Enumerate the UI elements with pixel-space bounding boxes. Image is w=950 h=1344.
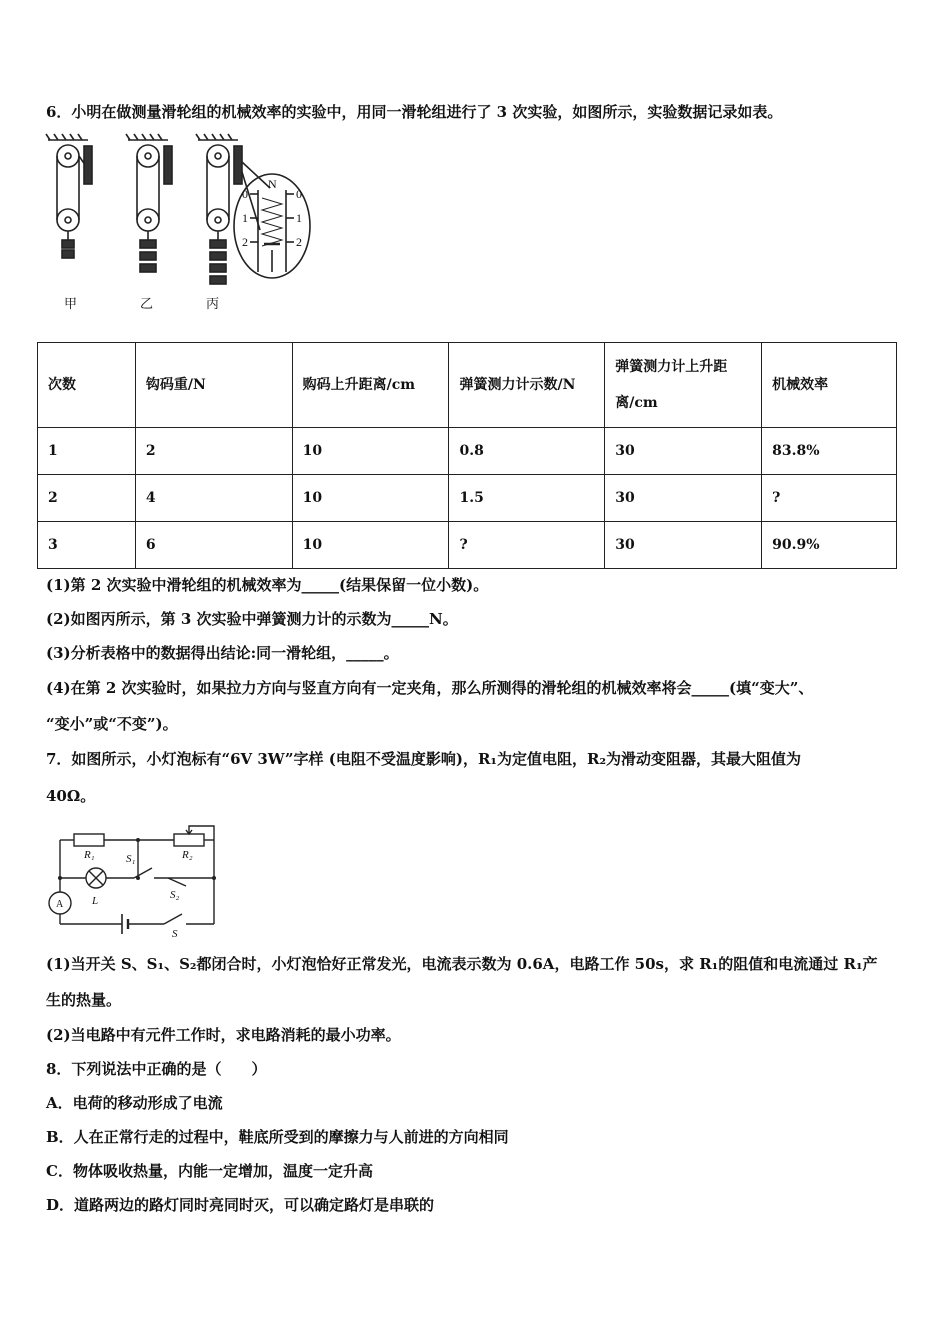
table-cell: 2 xyxy=(38,475,136,522)
q8-stem: 8．下列说法中正确的是（ ） xyxy=(46,1060,267,1078)
scale-tick-left-1: 1 xyxy=(242,211,248,225)
q8-option-a: A．电荷的移动形成了电流 xyxy=(46,1094,223,1112)
q6-sub2: (2)如图丙所示，第 3 次实验中弹簧测力计的示数为_____N。 xyxy=(46,610,458,628)
spring-scale-letter: N xyxy=(268,177,277,191)
q7-sub1b: 生的热量。 xyxy=(46,991,122,1009)
label-s1: S₁ xyxy=(126,853,136,865)
label-yi: 乙 xyxy=(140,297,154,312)
table-cell: 0.8 xyxy=(449,428,605,475)
switch-s xyxy=(164,914,182,924)
table-cell: 4 xyxy=(135,475,292,522)
table-cell: ? xyxy=(449,522,605,569)
table-cell: 30 xyxy=(605,428,762,475)
header-cell: 弹簧测力计示数/N xyxy=(449,343,605,428)
label-bing: 丙 xyxy=(206,297,220,312)
header-cell: 弹簧测力计上升距离/cm xyxy=(605,343,762,428)
table-cell: 10 xyxy=(292,428,449,475)
pulley-setup-yi xyxy=(126,134,172,272)
q7-stem-b: 40Ω。 xyxy=(46,787,96,805)
table-cell: 1.5 xyxy=(449,475,605,522)
resistor-r1 xyxy=(74,834,104,846)
table-cell: 90.9% xyxy=(762,522,897,569)
resistor-r2 xyxy=(174,834,204,846)
table-cell: 30 xyxy=(605,475,762,522)
scale-tick-right-2: 2 xyxy=(296,235,302,249)
table-cell: 6 xyxy=(135,522,292,569)
label-r2: R₂ xyxy=(182,849,193,861)
label-s: S xyxy=(172,928,178,938)
scale-tick-left-0: 0 xyxy=(242,187,248,201)
table-header-row xyxy=(38,343,897,428)
pulley-figure xyxy=(40,132,320,314)
q7-sub2: (2)当电路中有元件工作时，求电路消耗的最小功率。 xyxy=(46,1026,401,1044)
table-cell: ? xyxy=(762,475,897,522)
scale-tick-left-2: 2 xyxy=(242,235,248,249)
label-lamp: L xyxy=(92,895,99,907)
pulley-setup-jia xyxy=(46,134,92,258)
header-cell: 次数 xyxy=(38,343,136,428)
q6-sub3: (3)分析表格中的数据得出结论:同一滑轮组，_____。 xyxy=(46,644,399,662)
header-cell: 购码上升距离/cm xyxy=(292,343,449,428)
table-row xyxy=(38,475,897,522)
experiment-table xyxy=(37,342,897,569)
q7-stem-a: 7．如图所示，小灯泡标有“6V 3W”字样 (电阻不受温度影响)，R₁为定值电阻，R₂为滑动变阻器，其最大阻值为 xyxy=(46,750,802,768)
pulley-setup-bing xyxy=(196,134,270,284)
table-cell: 2 xyxy=(135,428,292,475)
table-row xyxy=(38,522,897,569)
q8-option-d: D．道路两边的路灯同时亮同时灭，可以确定路灯是串联的 xyxy=(46,1196,435,1214)
q6-sub4a: (4)在第 2 次实验时，如果拉力方向与竖直方向有一定夹角，那么所测得的滑轮组的机械效率将会_____(填“变大”、 xyxy=(46,679,814,697)
header-cell: 钩码重/N xyxy=(135,343,292,428)
circuit-diagram xyxy=(46,820,226,938)
table-cell: 10 xyxy=(292,475,449,522)
q8-option-b: B．人在正常行走的过程中，鞋底所受到的摩擦力与人前进的方向相同 xyxy=(46,1128,509,1146)
q8-option-c: C．物体吸收热量，内能一定增加，温度一定升高 xyxy=(46,1162,373,1180)
label-ammeter: A xyxy=(56,899,64,910)
table-cell: 3 xyxy=(38,522,136,569)
scale-tick-right-0: 0 xyxy=(296,187,302,201)
q7-sub1a: (1)当开关 S、S₁、S₂都闭合时，小灯泡恰好正常发光，电流表示数为 0.6A，电路工作 50s，求 R₁的阻值和电流通过 R₁产 xyxy=(46,955,878,973)
table-cell: 10 xyxy=(292,522,449,569)
table-row xyxy=(38,428,897,475)
table-cell: 83.8% xyxy=(762,428,897,475)
label-r1: R₁ xyxy=(84,849,95,861)
table-cell: 30 xyxy=(605,522,762,569)
table-cell: 1 xyxy=(38,428,136,475)
scale-tick-right-1: 1 xyxy=(296,211,302,225)
q6-sub4b: “变小”或“不变”)。 xyxy=(46,715,178,733)
q6-stem: 6．小明在做测量滑轮组的机械效率的实验中，用同一滑轮组进行了 3 次实验，如图所示，实验数据记录如表。 xyxy=(46,103,783,121)
label-jia: 甲 xyxy=(64,297,78,312)
switch-s2 xyxy=(168,878,186,886)
label-s2: S₂ xyxy=(170,889,180,901)
q6-sub1: (1)第 2 次实验中滑轮组的机械效率为_____(结果保留一位小数)。 xyxy=(46,576,489,594)
header-cell: 机械效率 xyxy=(762,343,897,428)
